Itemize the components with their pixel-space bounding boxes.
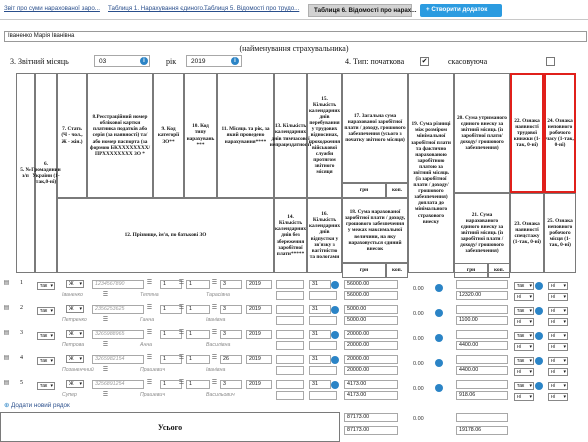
list-icon[interactable]: ☰ <box>178 305 185 311</box>
sum-17-input[interactable]: 56000.00 <box>344 280 398 289</box>
citizen-select[interactable]: так ▾ <box>37 282 55 290</box>
first-name-hint: Ганна <box>140 317 155 323</box>
sum-18-input[interactable]: 56000.00 <box>344 291 398 300</box>
flag-24-select[interactable]: ні ▾ <box>548 332 568 340</box>
total-sum-19: 0.00 <box>413 416 424 422</box>
year-label: рік <box>166 57 177 66</box>
header-col-21: 21. Сума нарахованого єдиного внеску за звітний місяць (із заробітної плати / доходу/ грошового забезпечення) <box>454 193 510 273</box>
header-col-9: 9. Код категорії ЗО** <box>153 73 184 198</box>
flag-22-info-icon[interactable] <box>535 382 543 390</box>
category-input[interactable]: 1 <box>160 280 182 289</box>
row-menu-icon[interactable]: ▤ <box>3 305 10 311</box>
flag-25-select[interactable]: ні ▾ <box>548 393 568 401</box>
header-col-19: 19. Сума різниці між розміром мінімальної заробітної плати та фактично нарахованою заробітною платою за звітний місяць (із заробітної плати / доходу/ грошового забезпечення) доплата до мінімального страхового внеску <box>408 73 454 273</box>
header-col-24: 24. Ознака неповного робочого часу (1-так, 0-ні) <box>544 73 576 193</box>
header-col-23: 23. Ознака наявності спецстажу (1-так, 0-ні) <box>510 193 544 273</box>
middle-name-hint: Тарасівна <box>206 292 230 298</box>
days-16-input[interactable] <box>309 391 337 400</box>
sum-19-info-icon[interactable] <box>435 309 443 317</box>
category-input[interactable]: 1 <box>160 380 182 389</box>
reporting-year-input[interactable]: 2019 <box>186 55 242 67</box>
unit-label: коп. <box>386 183 408 198</box>
sum-20-input[interactable] <box>456 280 508 289</box>
days-13-input[interactable] <box>276 280 304 289</box>
sum-19-info-icon[interactable] <box>435 359 443 367</box>
sum-19-value: 0.00 <box>413 361 424 367</box>
list-icon[interactable]: ☰ <box>211 380 218 386</box>
tab-table-1[interactable]: Таблиця 1. Нарахування єдиного... <box>108 5 209 12</box>
year-input[interactable]: 2019 <box>246 330 272 339</box>
sum-19-value: 0.00 <box>413 311 424 317</box>
flag-25-select[interactable]: ні ▾ <box>548 343 568 351</box>
sum-19-info-icon[interactable] <box>435 334 443 342</box>
total-sum-18: 87173.00 <box>344 426 398 435</box>
sum-21-input[interactable]: 1100.00 <box>456 316 508 325</box>
header-col-8: 8.Реєстраційний номер облікової картки платника податків або серія (за наявності) та/або номер паспорта (за формою БКХХХХХХХХ/ ПРХХХХХХХХ ЗО * <box>87 73 153 198</box>
days-info-icon[interactable] <box>331 281 339 289</box>
header-col-13: 13. Кількість календарних днів тимчасової непрацездатності <box>274 73 307 198</box>
sum-19-value: 0.00 <box>413 336 424 342</box>
sum-20-input[interactable] <box>456 355 508 364</box>
header-col-12: 12. Прізвище, ім'я, по батькові ЗО <box>57 198 274 273</box>
sex-select[interactable]: Ж ▾ <box>66 380 84 388</box>
last-name-hint: Петренко <box>62 317 87 323</box>
unit-label: грн <box>342 183 386 198</box>
flag-23-select[interactable]: ні ▾ <box>514 368 534 376</box>
flag-25-select[interactable]: ні ▾ <box>548 318 568 326</box>
row-menu-icon[interactable]: ▤ <box>3 355 10 361</box>
total-sum-20 <box>456 413 508 422</box>
row-number: 3 <box>20 330 23 336</box>
flag-22-select[interactable]: так ▾ <box>514 332 534 340</box>
insurer-caption: (найменування страхувальника) <box>239 44 349 53</box>
middle-name-hint: Іванівна <box>206 367 226 373</box>
sum-18-input[interactable]: 4173.00 <box>344 391 398 400</box>
tax-id-input[interactable]: 3265988965 <box>92 330 144 339</box>
total-sum-17: 87173.00 <box>344 413 398 422</box>
unit-label: коп. <box>488 263 510 278</box>
days-15-input[interactable]: 31 <box>309 280 331 289</box>
category-input[interactable]: 1 <box>160 355 182 364</box>
sum-21-input[interactable]: 12320.00 <box>456 291 508 300</box>
first-name-hint: Прашевич <box>140 367 165 373</box>
header-col-17: 17. Загальна сума нарахованої заробітної плати / доходу, грошового забезпечення (усього з початку звітного місяця) <box>342 73 408 183</box>
total-label: Усього <box>0 412 340 442</box>
tax-id-input[interactable]: 1234567890 <box>92 280 144 289</box>
middle-name-hint: Васильович <box>206 392 235 398</box>
last-name-hint: Іваненко <box>62 292 83 298</box>
category-input[interactable]: 1 <box>160 305 182 314</box>
sum-21-input[interactable]: 4400.00 <box>456 366 508 375</box>
sum-17-input[interactable]: 5000.00 <box>344 305 398 314</box>
list-icon[interactable]: ☰ <box>178 280 185 286</box>
flag-23-select[interactable]: ні ▾ <box>514 318 534 326</box>
days-13-input[interactable] <box>276 380 304 389</box>
unit-label: грн <box>342 263 386 278</box>
sum-17-input[interactable]: 20000.00 <box>344 355 398 364</box>
unit-label: коп. <box>386 263 408 278</box>
citizen-select[interactable]: так ▾ <box>37 307 55 315</box>
sum-19-value: 0.00 <box>413 386 424 392</box>
list-icon[interactable]: ☰ <box>211 280 218 286</box>
month-input[interactable]: 3 <box>220 305 242 314</box>
flag-22-select[interactable]: так ▾ <box>514 307 534 315</box>
flag-22-select[interactable]: так ▾ <box>514 382 534 390</box>
year-info-icon[interactable]: i <box>231 57 239 65</box>
row-number: 5 <box>20 380 23 386</box>
days-15-input[interactable]: 31 <box>309 355 331 364</box>
flag-24-select[interactable]: ні ▾ <box>548 382 568 390</box>
add-row-label: Додати новий рядок <box>11 402 70 409</box>
header-col-10: 10. Код типу нарахувань *** <box>184 73 217 198</box>
sum-17-input[interactable]: 4173.00 <box>344 380 398 389</box>
first-name-hint: Анна <box>140 342 153 348</box>
days-13-input[interactable] <box>276 330 304 339</box>
citizen-select[interactable]: так ▾ <box>37 332 55 340</box>
list-icon[interactable]: ☰ <box>102 342 109 348</box>
flag-23-select[interactable]: ні ▾ <box>514 293 534 301</box>
sex-select[interactable]: Ж ▾ <box>66 355 84 363</box>
year-input[interactable]: 2019 <box>246 280 272 289</box>
type-label: 4. Тип: початкова <box>345 57 405 66</box>
last-name-hint: Петрова <box>62 342 85 348</box>
sum-18-input[interactable]: 20000.00 <box>344 366 398 375</box>
row-menu-icon[interactable]: ▤ <box>3 380 10 386</box>
list-icon[interactable]: ☰ <box>211 330 218 336</box>
sum-19-info-icon[interactable] <box>435 284 443 292</box>
type-input[interactable]: 1 <box>186 355 210 364</box>
days-15-input[interactable]: 31 <box>309 380 331 389</box>
header-col-7: 7. Стать (Ч - чол., Ж - жін.) <box>57 73 87 198</box>
flag-22-info-icon[interactable] <box>535 332 543 340</box>
middle-name-hint: Василівна <box>206 342 231 348</box>
flag-22-select[interactable]: так ▾ <box>514 357 534 365</box>
unit-label: грн <box>454 263 488 278</box>
list-icon[interactable]: ☰ <box>102 317 109 323</box>
month-input[interactable]: 3 <box>220 330 242 339</box>
tab-report[interactable]: Звіт про суми нарахованої заро... <box>4 5 100 12</box>
create-appendix-button[interactable]: + Створити додаток <box>420 4 502 17</box>
reporting-month-input[interactable]: 03 <box>94 55 150 67</box>
list-icon[interactable]: ☰ <box>178 380 185 386</box>
sex-select[interactable]: Ж ▾ <box>66 305 84 313</box>
days-16-input[interactable] <box>309 316 337 325</box>
flag-22-info-icon[interactable] <box>535 307 543 315</box>
days-15-input[interactable]: 31 <box>309 305 331 314</box>
type-input[interactable]: 1 <box>186 380 210 389</box>
list-icon[interactable]: ☰ <box>146 355 153 361</box>
sum-21-input[interactable]: 918.06 <box>456 391 508 400</box>
plus-icon: ⊕ <box>4 402 12 409</box>
days-14-input[interactable] <box>276 291 304 300</box>
row-number: 4 <box>20 355 23 361</box>
last-name-hint: Супер <box>62 392 77 398</box>
list-icon[interactable]: ☰ <box>178 355 185 361</box>
row-number: 1 <box>20 280 23 286</box>
sum-19-info-icon[interactable] <box>435 384 443 392</box>
header-col-14: 14. Кількість календарних днів без збереження заробітної плати***** <box>274 198 307 273</box>
citizen-select[interactable]: так ▾ <box>37 382 55 390</box>
days-14-input[interactable] <box>276 316 304 325</box>
days-14-input[interactable] <box>276 391 304 400</box>
tax-id-input[interactable]: 3256891254 <box>92 380 144 389</box>
first-name-hint: Тетяна <box>140 292 159 298</box>
row-number: 2 <box>20 305 23 311</box>
year-input[interactable]: 2019 <box>246 355 272 364</box>
last-name-hint: Позаненчний <box>62 367 94 373</box>
year-input[interactable]: 2019 <box>246 305 272 314</box>
days-15-input[interactable]: 31 <box>309 330 331 339</box>
flag-22-info-icon[interactable] <box>535 282 543 290</box>
flag-23-select[interactable]: ні ▾ <box>514 393 534 401</box>
type-input[interactable]: 1 <box>186 305 210 314</box>
row-menu-icon[interactable]: ▤ <box>3 280 10 286</box>
month-input[interactable]: 3 <box>220 380 242 389</box>
middle-name-hint: Іванівна <box>206 317 226 323</box>
header-col-15: 15. Кількість календарних днів перебування у трудових відносинах, проходження військової служби протягом звітного місяця <box>307 73 342 198</box>
tab-table-6[interactable]: Таблиця 6. Відомості про нарах... <box>308 4 412 17</box>
list-icon[interactable]: ☰ <box>178 330 185 336</box>
type-initial-checkbox[interactable]: ✔ <box>421 57 428 65</box>
header-col-22: 22. Ознака наявності трудової книжки (1-так, 0-ні) <box>510 73 544 193</box>
type-cancel-label: скасовуюча <box>448 57 488 66</box>
sum-18-input[interactable]: 20000.00 <box>344 341 398 350</box>
days-info-icon[interactable] <box>331 331 339 339</box>
header-col-25: 25. Ознака неповного робочого місця (1-так, 0-ні) <box>544 193 576 273</box>
type-input[interactable]: 1 <box>186 330 210 339</box>
sex-select[interactable]: Ж ▾ <box>66 330 84 338</box>
days-16-input[interactable] <box>309 366 337 375</box>
list-icon[interactable]: ☰ <box>102 392 109 398</box>
sum-20-input[interactable] <box>456 330 508 339</box>
total-sum-21: 19178.06 <box>456 426 508 435</box>
flag-25-select[interactable]: ні ▾ <box>548 368 568 376</box>
list-icon[interactable]: ☰ <box>146 330 153 336</box>
sum-19-value: 0.00 <box>413 286 424 292</box>
reporting-month-label: 3. Звітний місяць <box>10 57 69 66</box>
list-icon[interactable]: ☰ <box>211 355 218 361</box>
list-icon[interactable]: ☰ <box>102 367 109 373</box>
days-16-input[interactable] <box>309 341 337 350</box>
month-info-icon[interactable]: i <box>140 57 148 65</box>
header-col-5: 5. № з/п <box>16 73 35 273</box>
days-14-input[interactable] <box>276 366 304 375</box>
sex-select[interactable]: Ж ▾ <box>66 280 84 288</box>
list-icon[interactable]: ☰ <box>146 280 153 286</box>
tax-id-input[interactable]: 2356253625 <box>92 305 144 314</box>
list-icon[interactable]: ☰ <box>211 305 218 311</box>
header-col-16: 16. Кількість календарних днів відпустки у зв'язку з вагітністю та пологами <box>307 198 342 273</box>
type-input[interactable]: 1 <box>186 280 210 289</box>
list-icon[interactable]: ☰ <box>102 292 109 298</box>
sum-18-input[interactable]: 5000.00 <box>344 316 398 325</box>
days-info-icon[interactable] <box>331 306 339 314</box>
flag-24-select[interactable]: ні ▾ <box>548 357 568 365</box>
month-input[interactable]: 26 <box>220 355 242 364</box>
month-input[interactable]: 3 <box>220 280 242 289</box>
list-icon[interactable]: ☰ <box>146 305 153 311</box>
sum-21-input[interactable]: 4400.00 <box>456 341 508 350</box>
year-input[interactable]: 2019 <box>246 380 272 389</box>
flag-24-select[interactable]: ні ▾ <box>548 282 568 290</box>
flag-23-select[interactable]: ні ▾ <box>514 343 534 351</box>
tax-id-input[interactable]: 3265982154 <box>92 355 144 364</box>
days-13-input[interactable] <box>276 355 304 364</box>
add-row-link[interactable] <box>4 402 70 409</box>
flag-22-info-icon[interactable] <box>535 357 543 365</box>
sum-20-input[interactable] <box>456 380 508 389</box>
flag-25-select[interactable]: ні ▾ <box>548 293 568 301</box>
sum-17-input[interactable]: 20000.00 <box>344 330 398 339</box>
citizen-select[interactable]: так ▾ <box>37 357 55 365</box>
first-name-hint: Прашевич <box>140 392 165 398</box>
header-col-20: 20. Сума утриманого єдиного внеску за звітний місяць (із заробітної плати/ доходу/ грошового забезпечення) <box>454 73 510 193</box>
days-13-input[interactable] <box>276 305 304 314</box>
insurer-name-field[interactable]: Іваненко Марія Іванівна <box>4 31 587 42</box>
list-icon[interactable]: ☰ <box>146 380 153 386</box>
days-14-input[interactable] <box>276 341 304 350</box>
header-col-6: 6. Громадянин України (1-так,0-ні) <box>35 73 57 273</box>
header-col-11: 11. Місяць та рік, за який проведено нарахування**** <box>217 73 274 198</box>
sum-20-input[interactable] <box>456 305 508 314</box>
flag-24-select[interactable]: ні ▾ <box>548 307 568 315</box>
row-menu-icon[interactable]: ▤ <box>3 330 10 336</box>
tab-table-5[interactable]: Таблиця 5. Відомості про трудо... <box>204 5 300 12</box>
category-input[interactable]: 1 <box>160 330 182 339</box>
header-col-18: 18. Сума нарахованої заробітної плати / доходу, грошового забезпечення у межах максимальної величини, на яку нараховується єдиний внесок <box>342 198 408 263</box>
flag-22-select[interactable]: так ▾ <box>514 282 534 290</box>
days-16-input[interactable] <box>309 291 337 300</box>
days-info-icon[interactable] <box>331 381 339 389</box>
days-info-icon[interactable] <box>331 356 339 364</box>
